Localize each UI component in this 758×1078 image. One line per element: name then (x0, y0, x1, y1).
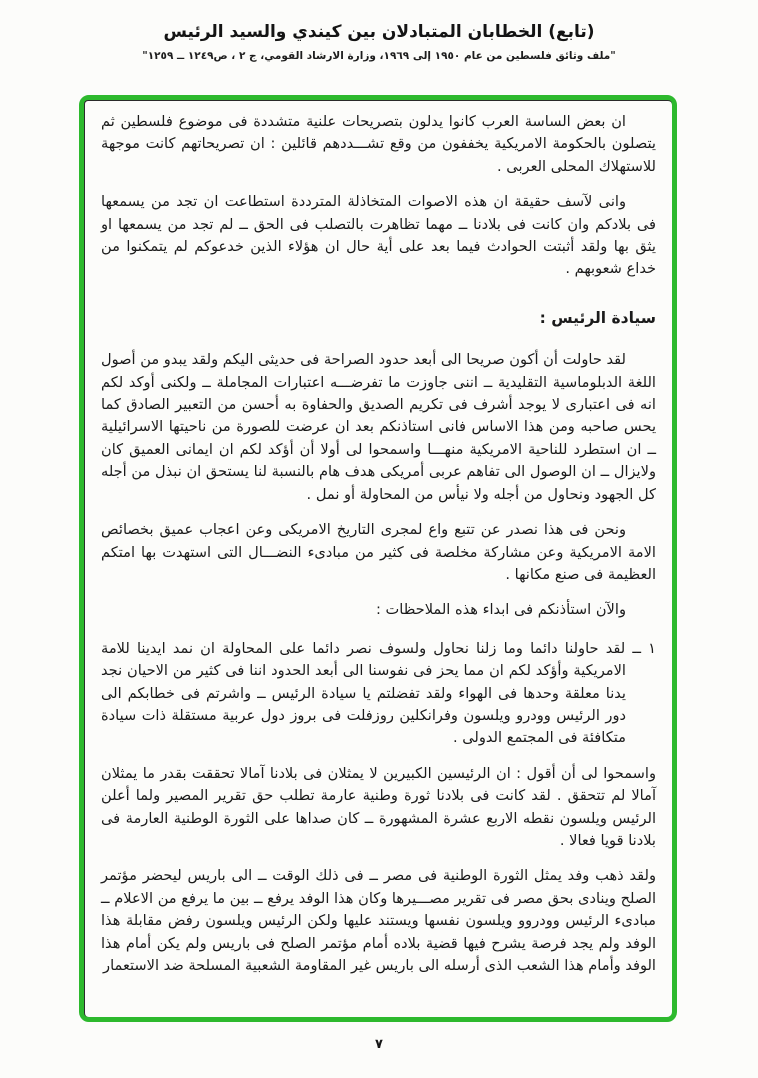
paragraph: وانى لآسف حقيقة ان هذه الاصوات المتخاذلة المترددة استطاعت ان تجد من يسمعها فى بلادكم وان كانت فى بلادنا ــ مهما تظاهرت بالتصلب فى الحق ــ لم تجد من يسمعها او يثق بها ولقد أثبتت الحوادث فيما بعد على أية حال ان هؤلاء الذين خدعوكم لم يتمكنوا من خداع شعوبهم . (101, 193, 656, 278)
paragraph: ان بعض الساسة العرب كانوا يدلون بتصريحات علنية متشددة فى موضوع فلسطين ثم يتصلون بالحكومة الامريكية يخففون من وقع تشـــددهم قائلين : ان تصريحاتهم كانت موجهة للاستهلاك المحلى العربى . (101, 113, 656, 175)
paragraph: واسمحوا لى أن أقول : ان الرئيسين الكبيرين لا يمثلان فى بلادنا آمالا تحققت بقدر ما يمثلان آمالا لم تتحقق . لقد كانت فى بلادنا ثورة وطنية عارمة تطلب حق تقرير المصير ولما أعلن الرئيس ويلسون نقطه الاربع عشرة المشهورة ــ كان صداها على الثورة الوطنية العارمة فى بلادنا قويا فعالا . (101, 764, 656, 849)
page-header (0, 22, 758, 62)
list-item-1 (101, 638, 656, 750)
remarks-intro-line: والآن استأذنكم فى ابداء هذه الملاحظات : (375, 601, 626, 619)
page-number: ٧ (375, 1037, 383, 1052)
source-citation: "ملف وثائق فلسطين من عام ١٩٥٠ إلى ١٩٦٩، وزارة الارشاد القومي، ج ٢ ، ص١٢٤٩ ــ ١٢٥٩" (142, 50, 616, 62)
list-item-number: ١ ــ (632, 639, 656, 657)
paragraph: ولقد ذهب وفد يمثل الثورة الوطنية فى مصر ــ فى ذلك الوقت ــ الى باريس ليحضر مؤتمر الصلح وينادى بحق مصر فى تقرير مصـــيرها وكان هذا الوفد يرفع ــ بين ما يرفع من الاعلام ــ مبادىء الرئيس وودروو ويلسون نفسها ويستند عليها ولكن الرئيس ويلسون رفض مقابلة هذا الوفد ولم يجد فرصة يشرح فيها قضية بلاده أمام مؤتمر الصلح فى باريس ولم يكن أمام هذا الوفد وأمام هذا الشعب الذى أرسله الى باريس غير المقاومة الشعبية المسلحة ضد الاستعمار (101, 867, 656, 974)
document-title: (تابع) الخطابان المتبادلان بين كيندي والسيد الرئيس (163, 22, 595, 42)
list-item-text: لقد حاولنا دائما وما زلنا نحاول ولسوف نصر دائما على المحاولة ان نمد ايدينا للامة الامريكية وأؤكد لكم ان مما يحز فى نفوسنا الى أبعد الحدود اننا فى كثير من الاحيان نجد يدنا معلقة وحدها فى الهواء ولقد تفضلتم يا سيادة الرئيس ــ واشرتم فى خطابكم الى دور الرئيس وودرو ويلسون وفرانكلين روزفلت فى بروز دول عربية مستقلة ذات سيادة متكافئة فى المجتمع الدولى . (101, 639, 626, 747)
salutation-heading: سيادة الرئيس : (539, 308, 656, 327)
letter-body (84, 100, 672, 1017)
green-border-frame (79, 95, 677, 1022)
paragraph: لقد حاولت أن أكون صريحا الى أبعد حدود الصراحة فى حديثى اليكم ولقد يبدو من أصول اللغة الدبلوماسية التقليدية ــ اننى جاوزت ما تفرضـــه اعتبارات المجاملة ــ ولكنى أوكد لكم انه فى اعتبارى لا يوجد أشرف فى تكريم الصديق والحفاوة به أحسن من التعبير الصادق كما يحس صاحبه ومن هذا الاساس فانى استاذنكم بعد ان عرضت للصورة من ناحيتها الاسرائيلية ــ ان استطرد للناحية الامريكية منهـــا واسمحوا لى أولا أن أؤكد لكم ان ايمانى العميق كان ولايزال ــ ان الوصول الى تفاهم عربى أمريكى هدف هام بالنسبة لنا يستحق ان نبذل من أجله كل الجهود ونحاول من أجله ولا نيأس من المحاولة أو نمل . (101, 351, 656, 503)
paragraph: ونحن فى هذا نصدر عن تتبع واع لمجرى التاريخ الامريكى وعن اعجاب عميق بخصائص الامة الامريكية وعن مشاركة مخلصة فى كثير من مبادىء النضـــال التى استهدت بها امتكم العظيمة فى صنع مكانها . (101, 521, 656, 583)
